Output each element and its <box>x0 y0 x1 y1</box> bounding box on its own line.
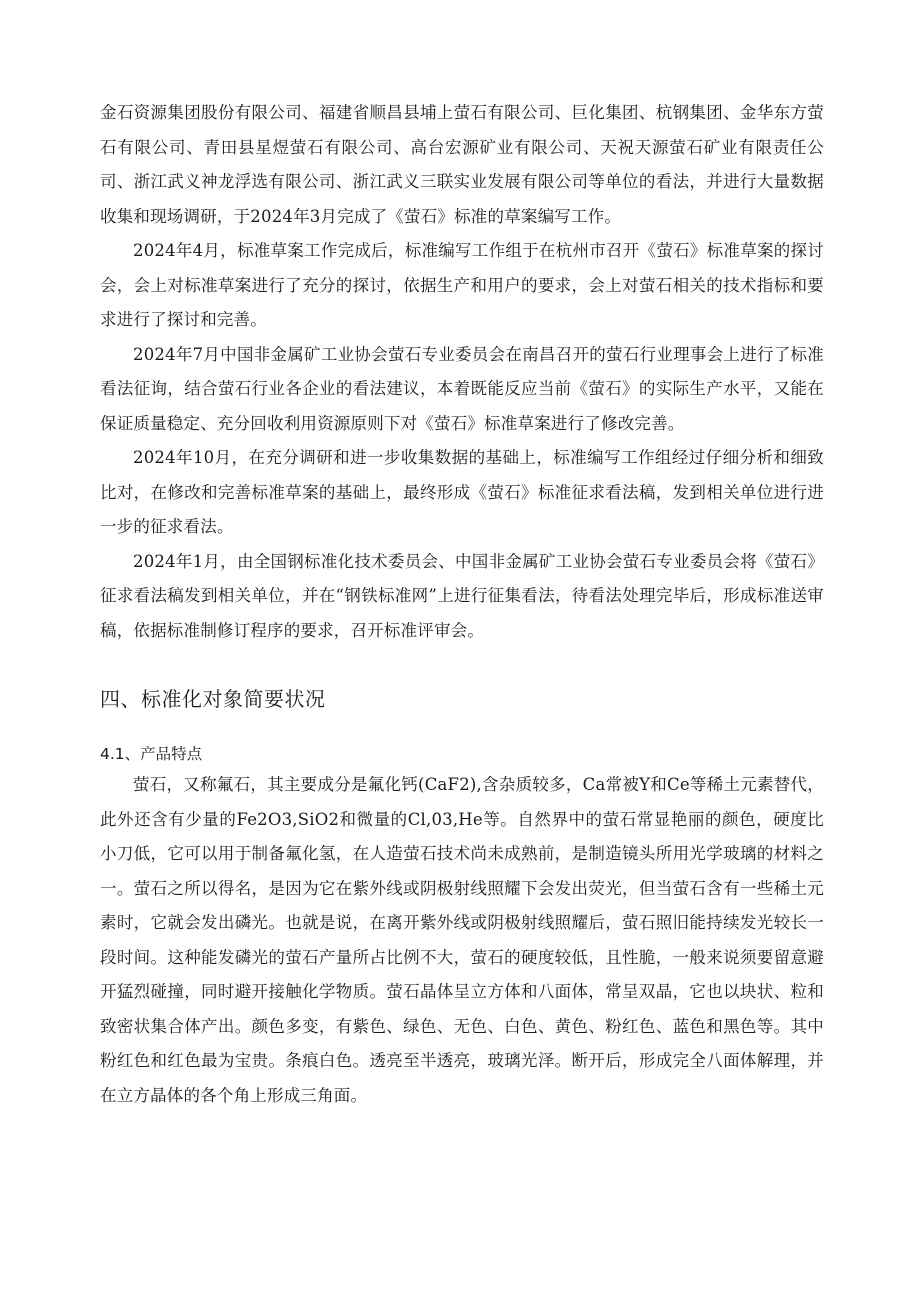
paragraph-continuation: 金石资源集团股份有限公司、福建省顺昌县埔上萤石有限公司、巨化集团、杭钢集团、金华东方萤石有限公司、青田县星煜萤石有限公司、高台宏源矿业有限公司、天祝天源萤石矿业有限责任公司、浙江武义神龙浮选有限公司、浙江武义三联实业发展有限公司等单位的看法，并进行大量数据收集和现场调研，于2024年3月完成了《萤石》标准的草案编写工作。 <box>100 103 824 226</box>
document-body <box>100 96 824 1113</box>
paragraph-april-2024: 2024年4月，标准草案工作完成后，标准编写工作组于在杭州市召开《萤石》标准草案的探讨会，会上对标准草案进行了充分的探讨，依据生产和用户的要求，会上对萤石相关的技术指标和要求进行了探讨和完善。 <box>100 241 824 329</box>
subsection-heading: 4.1、产品特点 <box>100 745 203 763</box>
paragraph-january-2024: 2024年1月，由全国钢标准化技术委员会、中国非金属矿工业协会萤石专业委员会将《萤石》征求看法稿发到相关单位，并在“钢铁标准网”上进行征集看法，待看法处理完毕后，形成标准送审稿，依据标准制修订程序的要求，召开标准评审会。 <box>100 551 824 640</box>
paragraph-october-2024: 2024年10月，在充分调研和进一步收集数据的基础上，标准编写工作组经过仔细分析和细致比对，在修改和完善标准草案的基础上，最终形成《萤石》标准征求看法稿，发到相关单位进行进一步的征求看法。 <box>100 448 824 536</box>
paragraph-july-2024: 2024年7月中国非金属矿工业协会萤石专业委员会在南昌召开的萤石行业理事会上进行了标准看法征询，结合萤石行业各企业的看法建议，本着既能反应当前《萤石》的实际生产水平，又能在保证质量稳定、充分回收利用资源原则下对《萤石》标准草案进行了修改完善。 <box>100 344 824 433</box>
section-heading: 四、标准化对象简要状况 <box>100 687 326 711</box>
paragraph-product-features: 萤石，又称氟石，其主要成分是氟化钙(CaF2),含杂质较多，Ca常被Y和Ce等稀土元素替代，此外还含有少量的Fe2O3,SiO2和微量的Cl,03,He等。自然界中的萤石常显艳丽的颜色，硬度比小刀低，它可以用于制备氟化氢，在人造萤石技术尚未成熟前，是制造镜头所用光学玻璃的材料之一。萤石之所以得名，是因为它在紫外线或阴极射线照耀下会发出荧光，但当萤石含有一些稀土元素时，它就会发出磷光。也就是说，在离开紫外线或阴极射线照耀后，萤石照旧能持续发光较长一段时间。这种能发磷光的萤石产量所占比例不大，萤石的硬度较低，且性脆，一般来说须要留意避开猛烈碰撞，同时避开接触化学物质。萤石晶体呈立方体和八面体，常呈双晶，它也以块状、粒和致密状集合体产出。颜色多变，有紫色、绿色、无色、白色、黄色、粉红色、蓝色和黑色等。其中粉红色和红色最为宝贵。条痕白色。透亮至半透亮，玻璃光泽。断开后，形成完全八面体解理，并在立方晶体的各个角上形成三角面。 <box>100 775 824 1105</box>
